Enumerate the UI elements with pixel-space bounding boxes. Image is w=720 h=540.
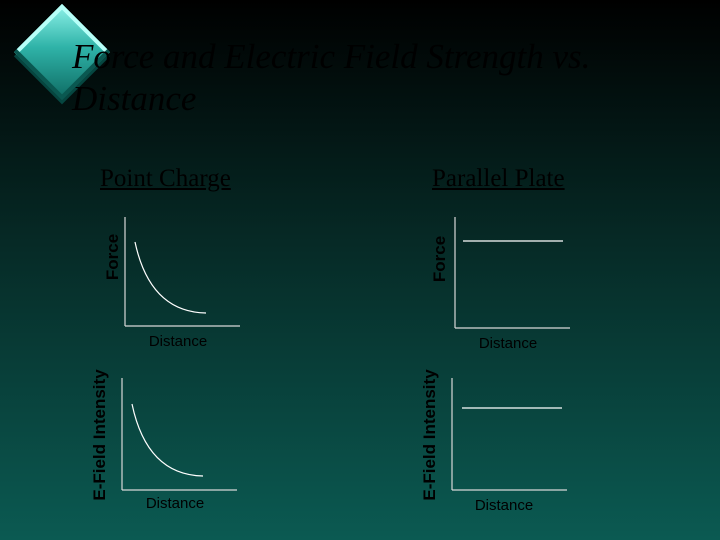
- xlabel-plate-field: Distance: [474, 497, 534, 514]
- inverse-square-curve: [132, 404, 203, 476]
- heading-parallel-plate: Parallel Plate: [432, 165, 565, 192]
- graph-plate-field: [452, 378, 567, 490]
- graph-point-force: [125, 217, 240, 326]
- graph-plate-force: [455, 217, 570, 328]
- xlabel-point-force: Distance: [148, 333, 208, 350]
- ylabel-point-field: E-Field Intensity: [90, 369, 109, 501]
- xlabel-plate-force: Distance: [478, 335, 538, 352]
- ylabel-point-force: Force: [103, 233, 122, 281]
- heading-point-charge: Point Charge: [100, 165, 231, 192]
- slide-title: Force and Electric Field Strength vs. Distance: [72, 37, 591, 118]
- graph-point-field: [122, 378, 237, 490]
- ylabel-plate-field: E-Field Intensity: [420, 369, 439, 501]
- inverse-square-curve: [135, 242, 206, 313]
- ylabel-plate-force: Force: [430, 235, 449, 283]
- xlabel-point-field: Distance: [145, 495, 205, 512]
